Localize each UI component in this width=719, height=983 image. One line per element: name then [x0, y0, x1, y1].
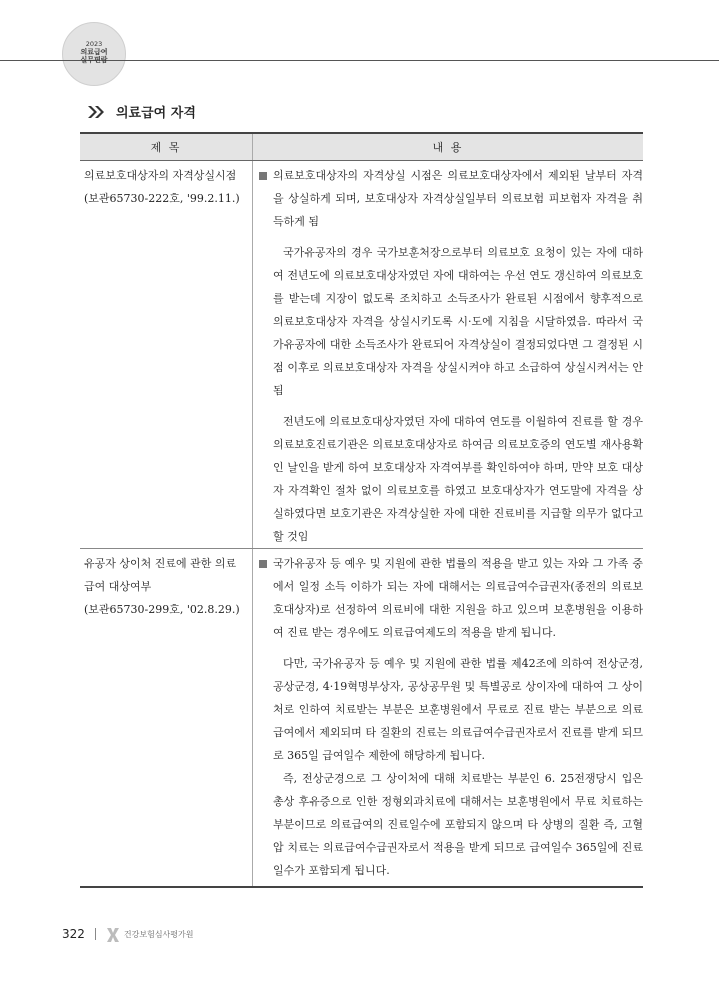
row-title-cell [80, 549, 253, 888]
content-paragraph: 다만, 국가유공자 등 예우 및 지원에 관한 법률 제42조에 의하여 전상군경, 공상군경, 4·19혁명부상자, 공상공무원 및 특별공로 상이자에 대하여 그 상이처로 인하여 치료받는 부분은 보훈병원에서 무료로 진료 받는 부분으로 의료급여에서 제외되며 타 질환의 진료는 의료급여수급권자로서 진료를 받게 되므로 365일 급여일수 제한에 해당하게 됩니다. [273, 657, 643, 762]
row-title-line: 의료보호대상자의 자격상실시점 [84, 169, 237, 182]
table-row [80, 549, 643, 888]
bullet-item [259, 552, 643, 644]
badge-year: 2023 [85, 40, 103, 48]
row-title-line: 유공자 상이처 진료에 관한 의료 [84, 557, 237, 570]
content-table [80, 132, 643, 888]
content-paragraph: 전년도에 의료보호대상자였던 자에 대하여 연도를 이월하여 진료를 할 경우 의료보호진료기관은 의료보호대상자로 하여금 의료보호증의 연도별 재사용확인 날인을 받게 하여 보호대상자 자격여부를 확인하여야 하며, 만약 보호 대상자 자격확인 절차 없이 의료보호를 하였고 보호대상자가 연도말에 자격을 상실하였다면 보호기관은 자격상실한 자에 대한 진료비를 지급할 의무가 없다고 할 것임 [273, 415, 643, 543]
row-title-line: 급여 대상여부 [84, 580, 152, 593]
section-title [88, 102, 196, 121]
table-row [80, 161, 643, 549]
badge-line2: 실무편람 [80, 56, 108, 64]
bullet-text: 의료보호대상자의 자격상실 시점은 의료보호대상자에서 제외된 날부터 자격을 상실하게 되며, 보호대상자 자격상실일부터 의료보험 피보험자 자격을 취득하게 됨 [273, 169, 643, 228]
row-title-cell [80, 161, 253, 549]
content-paragraph: 국가유공자의 경우 국가보훈처장으로부터 의료보호 요청이 있는 자에 대하여 전년도에 의료보호대상자였던 자에 대하여는 우선 연도 갱신하여 의료보호를 받는데 지장이 없도록 조치하고 소득조사가 완료된 시점에서 향후적으로 의료보호대상자 자격을 상실시키도록 시·도에 지침을 시달하였음. 따라서 국가유공자에 대한 소득조사가 완료되어 자격상실이 결정되었다면 그 결정된 시점 이후로 의료보호대상자 자격을 상실시켜야 하고 소급하여 상실시켜서는 안 됨 [273, 246, 643, 397]
page-number: 322 [62, 927, 85, 941]
row-title-ref: (보관65730-299호, '02.8.29.) [84, 603, 240, 616]
col-header-content: 내 용 [253, 133, 644, 161]
row-content-cell [253, 161, 644, 549]
badge-line1: 의료급여 [80, 48, 108, 56]
row-content-cell [253, 549, 644, 888]
row-title-ref: (보관65730-222호, '99.2.11.) [84, 192, 240, 205]
footer-divider [95, 928, 96, 940]
org-name: 건강보험심사평가원 [123, 929, 194, 939]
section-title-text: 의료급여 자격 [116, 106, 196, 121]
chevron-double-right-icon [88, 106, 106, 118]
hira-logo-icon [106, 927, 118, 941]
table-header-row [80, 133, 643, 161]
page-footer [62, 927, 193, 941]
bullet-item [259, 164, 643, 233]
col-header-title: 제 목 [80, 133, 253, 161]
square-bullet-icon [259, 172, 267, 180]
square-bullet-icon [259, 560, 267, 568]
content-paragraph: 즉, 전상군경으로 그 상이처에 대해 치료받는 부분인 6. 25전쟁당시 입은 총상 후유증으로 인한 정형외과치료에 대해서는 보훈병원에서 무료 치료하는 부분이므로 의료급여의 진료일수에 포함되지 않으며 타 상병의 질환 즉, 고혈압 치료는 의료급여수급권자로서 적용을 받게 되므로 급여일수 365일에 진료일수가 포함되게 됩니다. [273, 772, 643, 877]
bullet-text: 국가유공자 등 예우 및 지원에 관한 법률의 적용을 받고 있는 자와 그 가족 중에서 일정 소득 이하가 되는 자에 대해서는 의료급여수급권자(종전의 의료보호대상자)로 선정하여 의료비에 대한 지원을 하고 있으며 보훈병원을 이용하여 진료 받는 경우에도 의료급여제도의 적용을 받게 됩니다. [273, 557, 643, 639]
badge-text [62, 40, 126, 64]
